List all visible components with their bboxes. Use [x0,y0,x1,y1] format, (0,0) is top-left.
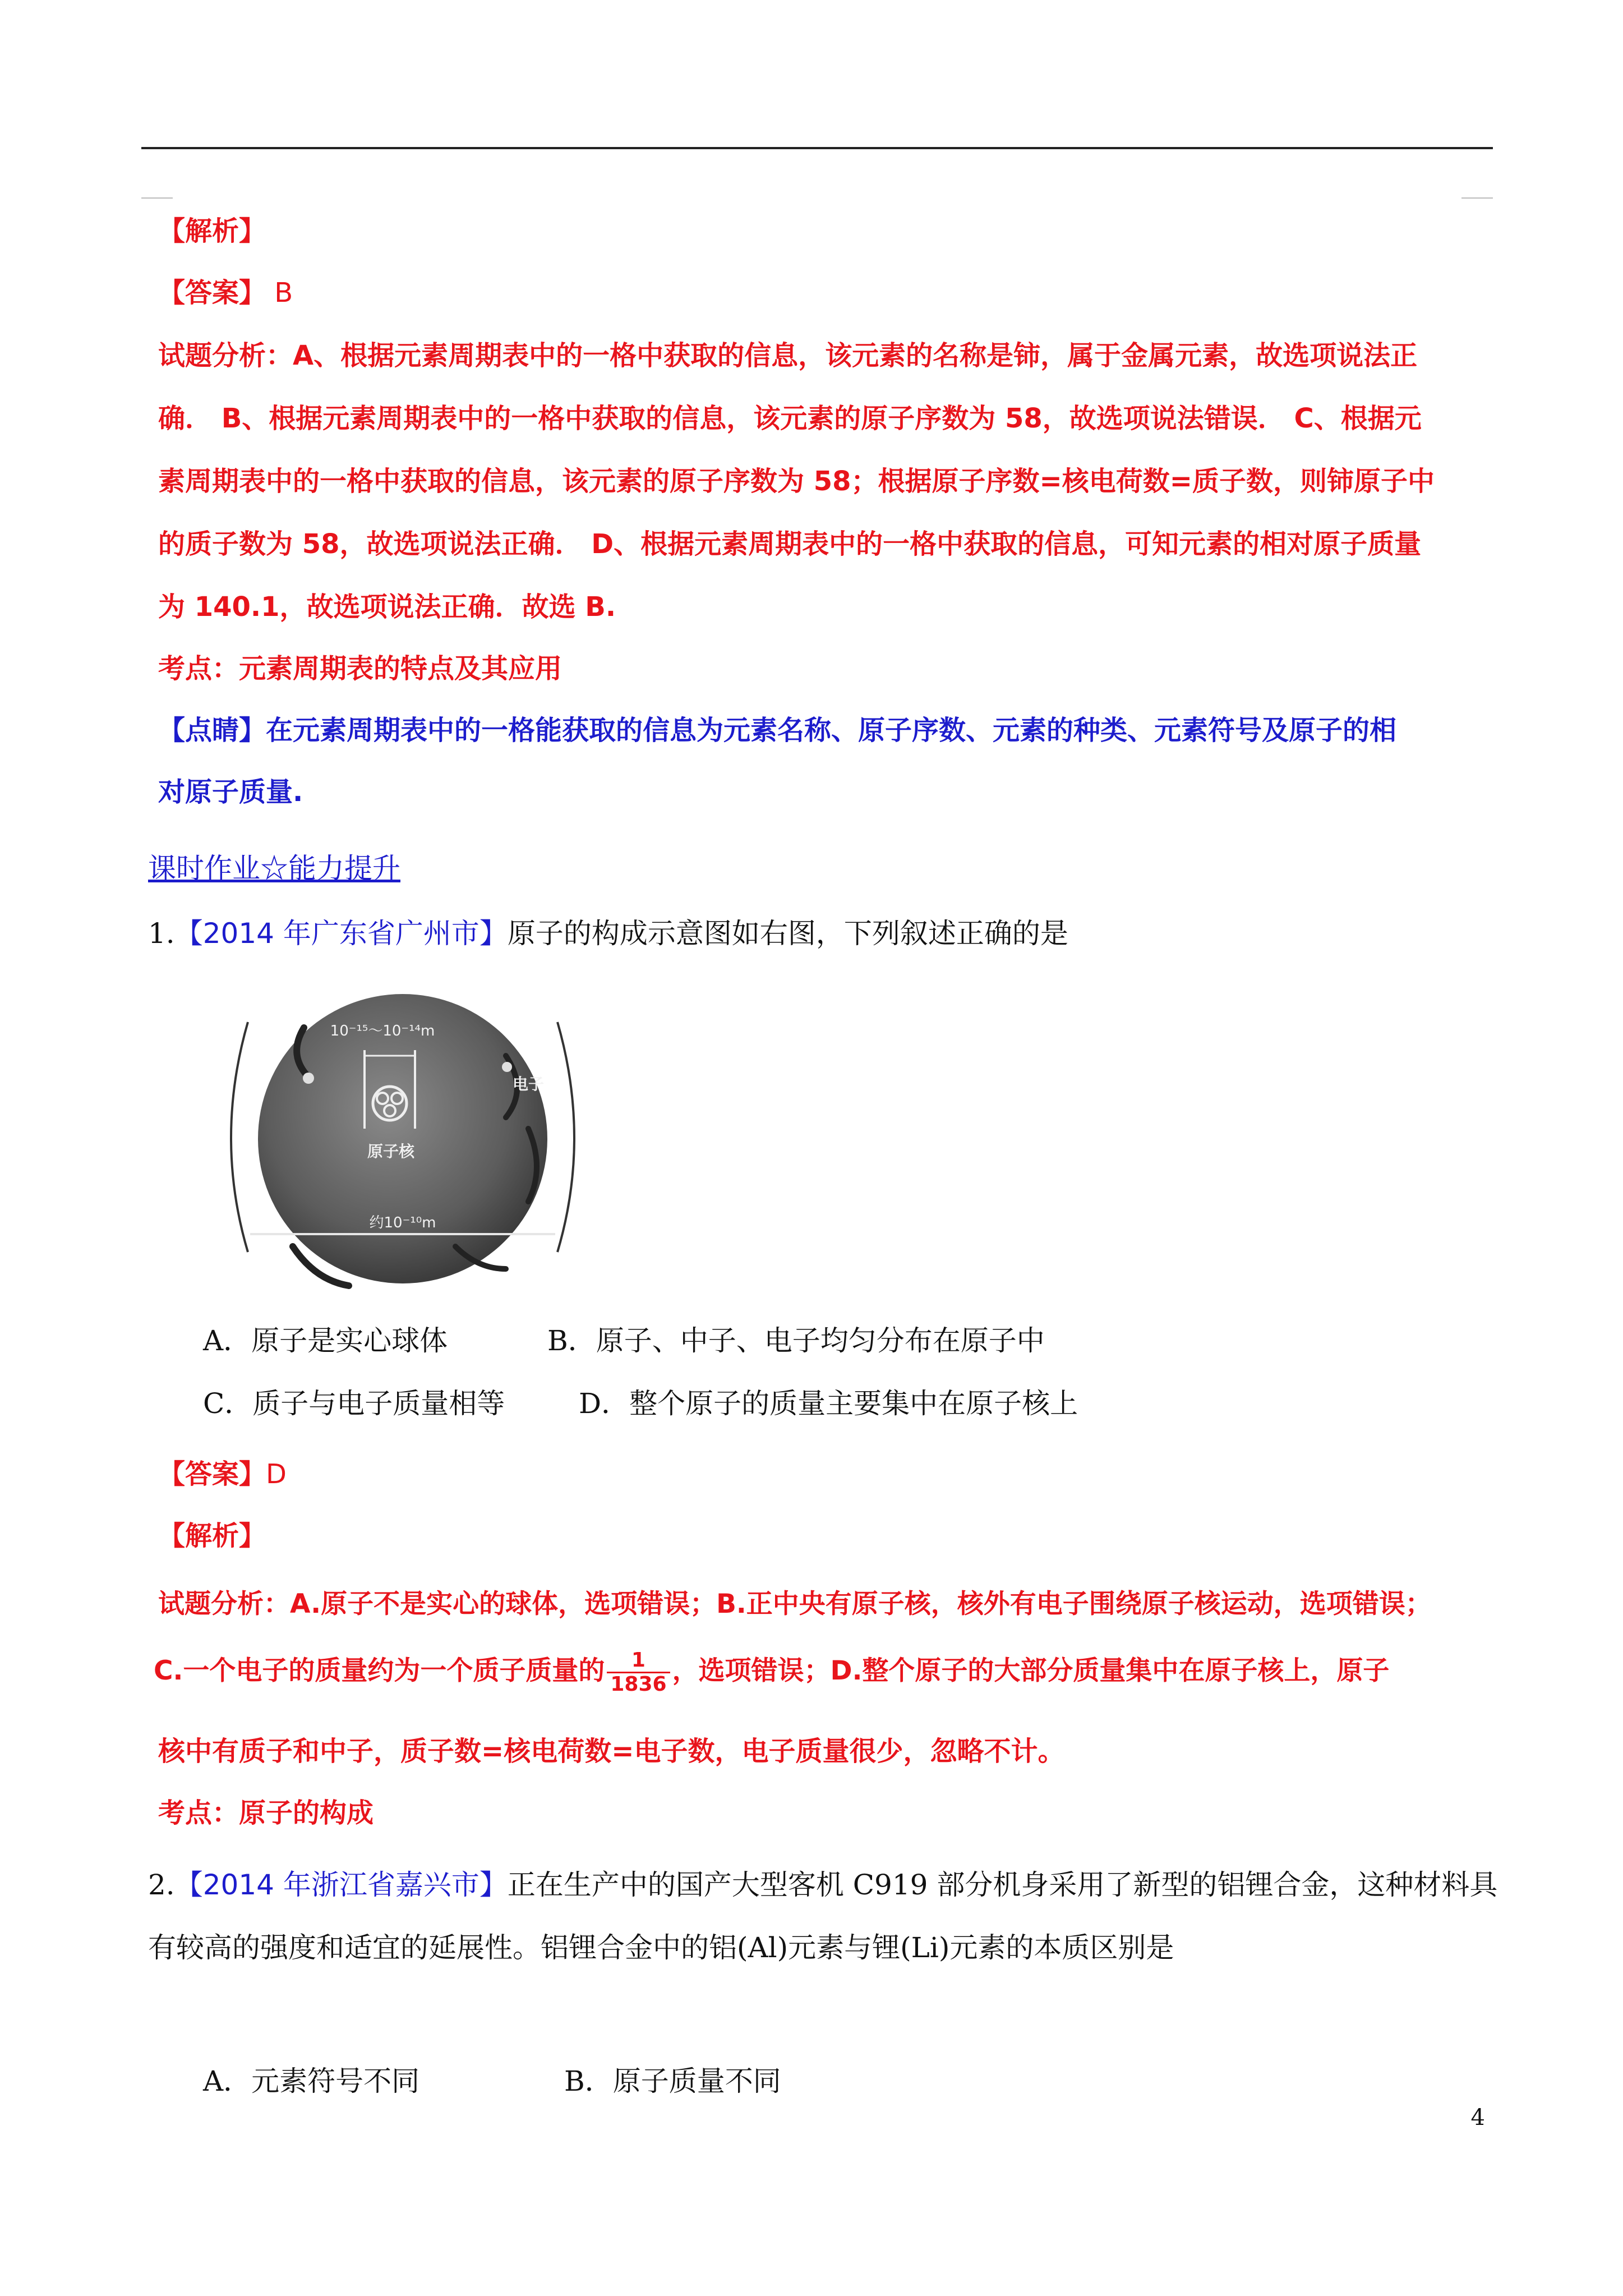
kaodian-line: 考点：元素周期表的特点及其应用 [158,653,562,684]
q1-analysis-line-2-post: ，选项错误；D.整个原子的大部分质量集中在原子核上，原子 [672,1655,1390,1686]
q1-analysis-line-2-pre: C.一个电子的质量约为一个质子质量的 [154,1655,605,1686]
answer-label: 【答案】 [158,277,266,309]
page-number: 4 [1470,2105,1485,2131]
fraction [607,1649,670,1696]
q2-option-b: B．原子质量不同 [564,2065,781,2097]
q2-number: 2. [148,1869,175,1901]
atom-diagram [214,988,607,1294]
q1-answer-value: D [266,1458,287,1490]
q1-stem-text: 原子的构成示意图如右图，下列叙述正确的是 [507,917,1068,950]
margin-tick-left [141,197,173,199]
margin-tick-right [1461,197,1493,199]
figure-nucleus-label: 原子核 [367,1142,415,1161]
analysis-line-2: 确． B、根据元素周期表中的一格中获取的信息，该元素的原子序数为 58，故选项说法错误． C、根据元 [158,403,1422,434]
q2-stem-text-1: 正在生产中的国产大型客机 C919 部分机身采用了新型的铝锂合金，这种材料具 [507,1869,1498,1901]
q2-stem-line-2: 有较高的强度和适宜的延展性。铝锂合金中的铝(Al)元素与锂(Li)元素的本质区别是 [148,1931,1174,1964]
q2-stem-line-1 [148,1868,1497,1902]
q1-source: 【2014 年广东省广州市】 [174,917,508,950]
analysis-line-3: 素周期表中的一格中获取的信息，该元素的原子序数为 58；根据原子序数=核电荷数=质子数，则铈原子中 [158,466,1435,497]
q1-analysis-heading: 【解析】 [158,1520,266,1552]
dianjing-line-2: 对原子质量. [158,776,303,808]
dianjing-line-1 [158,714,1396,747]
q1-stem [148,917,1068,950]
figure-bottom-label: 约10⁻¹⁰m [369,1214,436,1231]
q1-option-c: C．质子与电子质量相等 [203,1387,505,1420]
dianjing-label: 【点睛】 [158,715,266,746]
q1-analysis-line-3: 核中有质子和中子，质子数=核电荷数=电子数，电子质量很少，忽略不计。 [158,1736,1065,1767]
analysis-line-5: 为 140.1，故选项说法正确．故选 B. [158,591,616,623]
fraction-denominator: 1836 [610,1673,667,1696]
q1-answer-line [158,1457,287,1491]
q1-answer-label: 【答案】 [158,1458,266,1490]
q2-option-a: A．元素符号不同 [203,2065,420,2097]
q1-kaodian: 考点：原子的构成 [158,1797,374,1829]
analysis-heading: 【解析】 [158,215,266,247]
q1-option-b: B．原子、中子、电子均匀分布在原子中 [547,1324,1045,1357]
figure-electron-label: 电子 [512,1075,545,1093]
answer-value: B [266,277,293,309]
header-rule [141,147,1493,149]
q1-option-a: A．原子是实心球体 [203,1324,448,1357]
q1-number: 1. [148,917,175,950]
section-title-link[interactable]: 课时作业☆能力提升 [148,852,400,885]
dianjing-text-1: 在元素周期表中的一格能获取的信息为元素名称、原子序数、元素的种类、元素符号及原子的相 [266,715,1397,746]
q1-analysis-line-2 [154,1646,1389,1696]
q2-source: 【2014 年浙江省嘉兴市】 [174,1869,508,1901]
figure-top-label: 10⁻¹⁵～10⁻¹⁴m [330,1023,435,1039]
answer-line [158,276,293,310]
analysis-line-1: 试题分析：A、根据元素周期表中的一格中获取的信息，该元素的名称是铈，属于金属元素，故选项说法正 [158,340,1418,371]
q1-analysis-line-1: 试题分析：A.原子不是实心的球体，选项错误；B.正中央有原子核，核外有电子围绕原子核运动，选项错误； [158,1589,1432,1619]
fraction-numerator: 1 [607,1649,670,1673]
q1-option-d: D．整个原子的质量主要集中在原子核上 [579,1387,1078,1420]
analysis-line-4: 的质子数为 58，故选项说法正确． D、根据元素周期表中的一格中获取的信息，可知元素的相对原子质量 [158,528,1422,560]
